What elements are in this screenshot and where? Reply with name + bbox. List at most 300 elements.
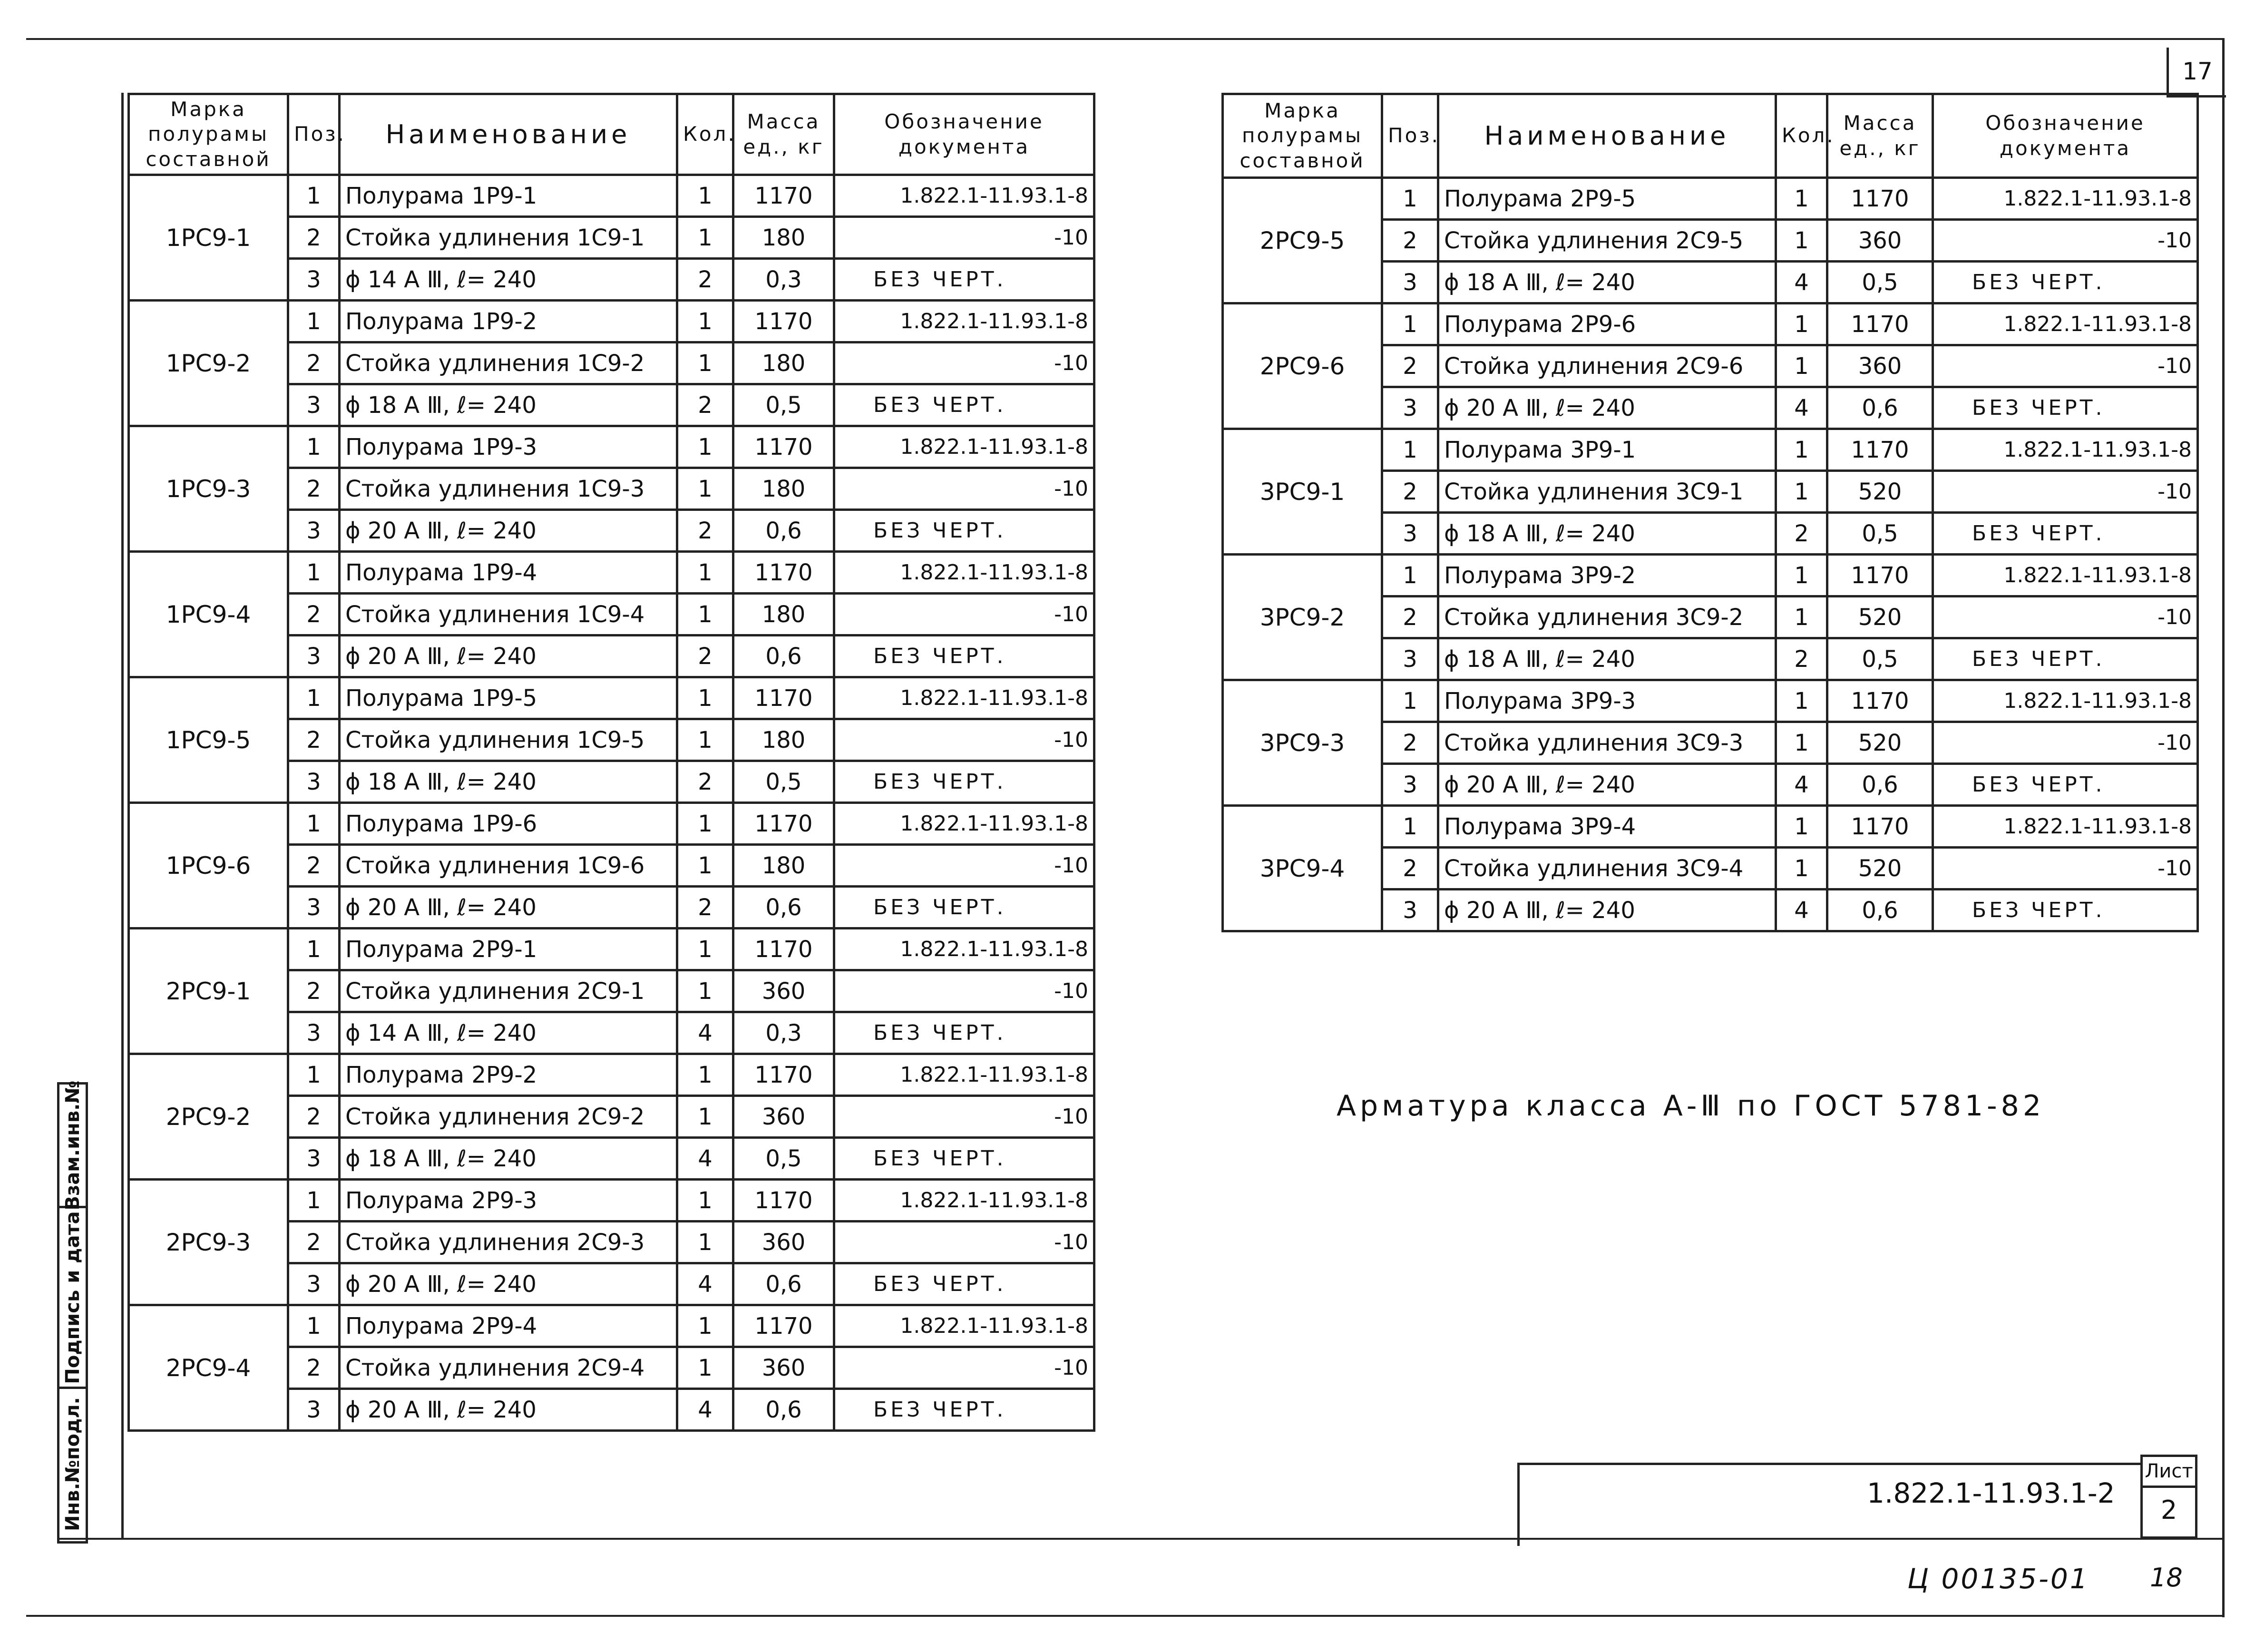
pos-cell: 3 <box>288 1263 340 1305</box>
qty-cell: 1 <box>677 1180 733 1222</box>
pos-cell: 2 <box>288 217 340 259</box>
pos-cell: 2 <box>288 845 340 887</box>
mass-cell: 1170 <box>733 803 834 845</box>
mass-cell: 1170 <box>733 929 834 970</box>
mass-cell: 1170 <box>733 426 834 468</box>
mass-cell: 0,6 <box>1827 387 1933 429</box>
doc-cell: БЕЗ ЧЕРТ. <box>834 887 1094 929</box>
pos-cell: 1 <box>288 929 340 970</box>
doc-cell: 1.822.1-11.93.1-8 <box>834 426 1094 468</box>
side-label-inv: Инв.№подл. <box>61 1397 84 1531</box>
name-cell: Полурама 2Р9-3 <box>340 1180 677 1222</box>
table-row <box>129 1054 1094 1096</box>
pos-cell: 1 <box>288 803 340 845</box>
doc-cell: 1.822.1-11.93.1-8 <box>834 1054 1094 1096</box>
doc-cell: -10 <box>1933 848 2198 890</box>
header-mass: Масса ед., кг <box>733 94 834 175</box>
name-cell: Стойка удлинения 2С9-3 <box>340 1222 677 1263</box>
doc-cell: -10 <box>1933 220 2198 262</box>
qty-cell: 1 <box>677 342 733 384</box>
name-cell: ϕ 14 А Ⅲ, ℓ= 240 <box>340 1012 677 1054</box>
pos-cell: 1 <box>1382 429 1438 471</box>
header-name: Наименование <box>340 94 677 175</box>
doc-cell: БЕЗ ЧЕРТ. <box>834 1138 1094 1180</box>
qty-cell: 2 <box>677 761 733 803</box>
mass-cell: 360 <box>733 1347 834 1389</box>
doc-cell: БЕЗ ЧЕРТ. <box>1933 890 2198 931</box>
table-row <box>1223 680 2198 722</box>
qty-cell: 1 <box>1776 429 1827 471</box>
pos-cell: 2 <box>1382 848 1438 890</box>
mass-cell: 0,5 <box>733 761 834 803</box>
name-cell: ϕ 18 А Ⅲ, ℓ= 240 <box>1438 638 1776 680</box>
name-cell: ϕ 18 А Ⅲ, ℓ= 240 <box>1438 262 1776 303</box>
pos-cell: 1 <box>288 1180 340 1222</box>
mass-cell: 0,5 <box>1827 262 1933 303</box>
qty-cell: 1 <box>1776 345 1827 387</box>
header-mark: Марка полурамы составной <box>129 94 288 175</box>
doc-cell: 1.822.1-11.93.1-8 <box>1933 680 2198 722</box>
mass-cell: 0,5 <box>1827 638 1933 680</box>
name-cell: Полурама 2Р9-5 <box>1438 178 1776 220</box>
mass-cell: 360 <box>733 1096 834 1138</box>
mark-cell: 1РС9-2 <box>129 301 288 426</box>
mass-cell: 1170 <box>1827 303 1933 345</box>
doc-cell: БЕЗ ЧЕРТ. <box>834 761 1094 803</box>
mass-cell: 1170 <box>733 1054 834 1096</box>
mark-cell: 2РС9-5 <box>1223 178 1382 303</box>
side-label-replace: Взам.инв.№ <box>61 1080 84 1210</box>
table-row <box>129 929 1094 970</box>
doc-cell: 1.822.1-11.93.1-8 <box>834 301 1094 342</box>
qty-cell: 1 <box>677 468 733 510</box>
doc-cell: БЕЗ ЧЕРТ. <box>1933 764 2198 806</box>
name-cell: ϕ 20 А Ⅲ, ℓ= 240 <box>340 1389 677 1431</box>
pos-cell: 3 <box>288 887 340 929</box>
pos-cell: 3 <box>1382 513 1438 555</box>
qty-cell: 1 <box>1776 848 1827 890</box>
name-cell: Полурама 2Р9-4 <box>340 1305 677 1347</box>
qty-cell: 1 <box>677 594 733 635</box>
mark-cell: 3РС9-2 <box>1223 555 1382 680</box>
qty-cell: 1 <box>677 845 733 887</box>
name-cell: ϕ 18 А Ⅲ, ℓ= 240 <box>340 384 677 426</box>
qty-cell: 2 <box>1776 513 1827 555</box>
doc-cell: 1.822.1-11.93.1-8 <box>834 1305 1094 1347</box>
name-cell: Стойка удлинения 1С9-4 <box>340 594 677 635</box>
spec-table-left <box>127 93 1095 1432</box>
qty-cell: 1 <box>1776 471 1827 513</box>
qty-cell: 2 <box>677 887 733 929</box>
doc-cell: 1.822.1-11.93.1-8 <box>834 552 1094 594</box>
doc-cell: -10 <box>834 1096 1094 1138</box>
pos-cell: 1 <box>288 1054 340 1096</box>
doc-cell: -10 <box>834 1347 1094 1389</box>
mass-cell: 1170 <box>733 677 834 719</box>
mass-cell: 1170 <box>733 1180 834 1222</box>
qty-cell: 1 <box>677 1347 733 1389</box>
pos-cell: 2 <box>1382 345 1438 387</box>
qty-cell: 1 <box>1776 680 1827 722</box>
mark-cell: 2РС9-6 <box>1223 303 1382 429</box>
mark-cell: 2РС9-4 <box>129 1305 288 1431</box>
table-row <box>129 1305 1094 1347</box>
doc-cell: БЕЗ ЧЕРТ. <box>834 1012 1094 1054</box>
mass-cell: 0,6 <box>733 1389 834 1431</box>
header-qty: Кол. <box>677 94 733 175</box>
name-cell: ϕ 20 А Ⅲ, ℓ= 240 <box>1438 890 1776 931</box>
pos-cell: 2 <box>288 1222 340 1263</box>
pos-cell: 2 <box>288 594 340 635</box>
mass-cell: 1170 <box>1827 178 1933 220</box>
sheet-number: 17 <box>2167 48 2226 98</box>
pos-cell: 3 <box>288 1138 340 1180</box>
doc-cell: БЕЗ ЧЕРТ. <box>834 635 1094 677</box>
name-cell: Стойка удлинения 3С9-3 <box>1438 722 1776 764</box>
name-cell: ϕ 20 А Ⅲ, ℓ= 240 <box>340 887 677 929</box>
right-border-line <box>2222 38 2225 1617</box>
qty-cell: 2 <box>1776 638 1827 680</box>
qty-cell: 1 <box>677 1222 733 1263</box>
reinforcement-note: Арматура класса А-Ⅲ по ГОСТ 5781-82 <box>1337 1089 2045 1123</box>
mass-cell: 1170 <box>733 175 834 217</box>
doc-cell: 1.822.1-11.93.1-8 <box>1933 555 2198 596</box>
mass-cell: 0,5 <box>733 384 834 426</box>
doc-cell: 1.822.1-11.93.1-8 <box>834 929 1094 970</box>
doc-cell: -10 <box>834 845 1094 887</box>
name-cell: ϕ 20 А Ⅲ, ℓ= 240 <box>340 1263 677 1305</box>
doc-cell: 1.822.1-11.93.1-8 <box>1933 303 2198 345</box>
header-doc: Обозначение документа <box>834 94 1094 175</box>
archive-number: Ц 00135-01 <box>1907 1563 2089 1595</box>
mass-cell: 360 <box>733 970 834 1012</box>
table-row <box>129 677 1094 719</box>
mass-cell: 1170 <box>1827 555 1933 596</box>
name-cell: Стойка удлинения 3С9-1 <box>1438 471 1776 513</box>
qty-cell: 4 <box>677 1389 733 1431</box>
doc-cell: БЕЗ ЧЕРТ. <box>834 1389 1094 1431</box>
pos-cell: 3 <box>1382 387 1438 429</box>
name-cell: ϕ 18 А Ⅲ, ℓ= 240 <box>340 761 677 803</box>
pos-cell: 3 <box>288 259 340 301</box>
doc-cell: -10 <box>834 342 1094 384</box>
pos-cell: 2 <box>288 1096 340 1138</box>
doc-cell: -10 <box>1933 722 2198 764</box>
pos-cell: 1 <box>1382 680 1438 722</box>
doc-cell: -10 <box>834 1222 1094 1263</box>
table-row <box>129 552 1094 594</box>
side-stamp-strip <box>57 1082 88 1544</box>
table-row <box>129 426 1094 468</box>
qty-cell: 1 <box>677 719 733 761</box>
qty-cell: 1 <box>677 301 733 342</box>
qty-cell: 2 <box>677 259 733 301</box>
qty-cell: 1 <box>1776 303 1827 345</box>
side-cell-inv <box>59 1389 86 1539</box>
name-cell: Стойка удлинения 1С9-3 <box>340 468 677 510</box>
qty-cell: 4 <box>1776 262 1827 303</box>
qty-cell: 1 <box>677 175 733 217</box>
qty-cell: 1 <box>677 929 733 970</box>
qty-cell: 1 <box>677 677 733 719</box>
doc-cell: -10 <box>834 217 1094 259</box>
mark-cell: 1РС9-6 <box>129 803 288 929</box>
name-cell: Полурама 2Р9-1 <box>340 929 677 970</box>
doc-cell: -10 <box>1933 471 2198 513</box>
doc-cell: БЕЗ ЧЕРТ. <box>1933 387 2198 429</box>
name-cell: Стойка удлинения 2С9-4 <box>340 1347 677 1389</box>
mass-cell: 1170 <box>733 301 834 342</box>
doc-cell: -10 <box>834 970 1094 1012</box>
name-cell: Стойка удлинения 2С9-5 <box>1438 220 1776 262</box>
header-pos: Поз. <box>1382 94 1438 178</box>
table-row <box>129 301 1094 342</box>
name-cell: Полурама 1Р9-2 <box>340 301 677 342</box>
name-cell: ϕ 20 А Ⅲ, ℓ= 240 <box>340 510 677 552</box>
doc-cell: БЕЗ ЧЕРТ. <box>1933 638 2198 680</box>
qty-cell: 1 <box>677 426 733 468</box>
mark-cell: 3РС9-4 <box>1223 806 1382 931</box>
pos-cell: 2 <box>288 468 340 510</box>
pos-cell: 3 <box>1382 764 1438 806</box>
name-cell: Полурама 1Р9-4 <box>340 552 677 594</box>
name-cell: ϕ 20 А Ⅲ, ℓ= 240 <box>340 635 677 677</box>
mass-cell: 1170 <box>1827 806 1933 848</box>
pos-cell: 1 <box>1382 555 1438 596</box>
mark-cell: 2РС9-2 <box>129 1054 288 1180</box>
qty-cell: 1 <box>677 1305 733 1347</box>
pos-cell: 1 <box>1382 178 1438 220</box>
mass-cell: 1170 <box>1827 429 1933 471</box>
qty-cell: 1 <box>1776 722 1827 764</box>
mark-cell: 2РС9-1 <box>129 929 288 1054</box>
name-cell: ϕ 14 А Ⅲ, ℓ= 240 <box>340 259 677 301</box>
table-row <box>1223 429 2198 471</box>
mass-cell: 180 <box>733 845 834 887</box>
mark-cell: 2РС9-3 <box>129 1180 288 1305</box>
side-cell-sign <box>59 1208 86 1389</box>
name-cell: Стойка удлинения 3С9-4 <box>1438 848 1776 890</box>
mass-cell: 520 <box>1827 722 1933 764</box>
pos-cell: 1 <box>288 552 340 594</box>
table-row <box>1223 555 2198 596</box>
doc-cell: БЕЗ ЧЕРТ. <box>834 259 1094 301</box>
doc-cell: 1.822.1-11.93.1-8 <box>1933 178 2198 220</box>
doc-cell: БЕЗ ЧЕРТ. <box>834 510 1094 552</box>
mass-cell: 0,6 <box>733 1263 834 1305</box>
pos-cell: 1 <box>288 677 340 719</box>
doc-cell: -10 <box>834 719 1094 761</box>
name-cell: Стойка удлинения 1С9-1 <box>340 217 677 259</box>
top-border-line <box>26 38 2224 40</box>
qty-cell: 2 <box>677 384 733 426</box>
doc-cell: 1.822.1-11.93.1-8 <box>834 1180 1094 1222</box>
qty-cell: 2 <box>677 510 733 552</box>
table-row <box>1223 178 2198 220</box>
sheet-label: Лист <box>2140 1455 2197 1488</box>
mass-cell: 0,6 <box>733 887 834 929</box>
side-label-sign: Подпись и дата <box>61 1211 84 1384</box>
name-cell: Стойка удлинения 2С9-1 <box>340 970 677 1012</box>
pos-cell: 2 <box>288 1347 340 1389</box>
doc-cell: 1.822.1-11.93.1-8 <box>1933 429 2198 471</box>
pos-cell: 2 <box>1382 220 1438 262</box>
doc-cell: 1.822.1-11.93.1-8 <box>834 175 1094 217</box>
mass-cell: 0,6 <box>733 510 834 552</box>
table-row <box>129 1180 1094 1222</box>
mass-cell: 1170 <box>733 552 834 594</box>
qty-cell: 4 <box>677 1138 733 1180</box>
qty-cell: 4 <box>677 1012 733 1054</box>
name-cell: Полурама 3Р9-1 <box>1438 429 1776 471</box>
mass-cell: 520 <box>1827 848 1933 890</box>
doc-cell: БЕЗ ЧЕРТ. <box>834 1263 1094 1305</box>
mass-cell: 180 <box>733 342 834 384</box>
name-cell: Полурама 2Р9-6 <box>1438 303 1776 345</box>
mass-cell: 180 <box>733 719 834 761</box>
mass-cell: 180 <box>733 217 834 259</box>
mass-cell: 180 <box>733 594 834 635</box>
name-cell: Полурама 3Р9-3 <box>1438 680 1776 722</box>
spec-table-right <box>1221 93 2199 932</box>
pos-cell: 3 <box>1382 890 1438 931</box>
qty-cell: 4 <box>1776 764 1827 806</box>
side-cell-replace <box>59 1080 86 1210</box>
mass-cell: 1170 <box>1827 680 1933 722</box>
name-cell: Полурама 3Р9-4 <box>1438 806 1776 848</box>
pos-cell: 1 <box>1382 806 1438 848</box>
document-code: 1.822.1-11.93.1-2 <box>1867 1477 2115 1509</box>
pos-cell: 2 <box>1382 722 1438 764</box>
qty-cell: 4 <box>677 1263 733 1305</box>
doc-cell: -10 <box>1933 345 2198 387</box>
name-cell: Стойка удлинения 2С9-2 <box>340 1096 677 1138</box>
pos-cell: 2 <box>288 970 340 1012</box>
pos-cell: 1 <box>1382 303 1438 345</box>
doc-cell: БЕЗ ЧЕРТ. <box>1933 513 2198 555</box>
name-cell: Полурама 1Р9-5 <box>340 677 677 719</box>
qty-cell: 1 <box>677 1054 733 1096</box>
sheet-number-stamp: 2 <box>2140 1484 2197 1539</box>
mass-cell: 520 <box>1827 596 1933 638</box>
qty-cell: 1 <box>677 803 733 845</box>
left-frame-line <box>121 93 124 1539</box>
doc-cell: -10 <box>834 594 1094 635</box>
qty-cell: 1 <box>1776 596 1827 638</box>
pos-cell: 1 <box>288 426 340 468</box>
mass-cell: 0,5 <box>1827 513 1933 555</box>
qty-cell: 1 <box>677 1096 733 1138</box>
bottom-border-line <box>26 1615 2224 1617</box>
mass-cell: 0,3 <box>733 259 834 301</box>
pos-cell: 3 <box>288 1012 340 1054</box>
mark-cell: 1РС9-5 <box>129 677 288 803</box>
mass-cell: 0,6 <box>1827 764 1933 806</box>
pos-cell: 3 <box>288 510 340 552</box>
doc-cell: БЕЗ ЧЕРТ. <box>1933 262 2198 303</box>
name-cell: Полурама 3Р9-2 <box>1438 555 1776 596</box>
mark-cell: 3РС9-3 <box>1223 680 1382 806</box>
mass-cell: 0,6 <box>1827 890 1933 931</box>
name-cell: Стойка удлинения 1С9-5 <box>340 719 677 761</box>
qty-cell: 1 <box>1776 555 1827 596</box>
qty-cell: 4 <box>1776 890 1827 931</box>
qty-cell: 1 <box>1776 178 1827 220</box>
name-cell: Полурама 1Р9-1 <box>340 175 677 217</box>
header-qty: Кол. <box>1776 94 1827 178</box>
doc-cell: 1.822.1-11.93.1-8 <box>1933 806 2198 848</box>
name-cell: ϕ 20 А Ⅲ, ℓ= 240 <box>1438 387 1776 429</box>
qty-cell: 1 <box>1776 806 1827 848</box>
name-cell: ϕ 20 А Ⅲ, ℓ= 240 <box>1438 764 1776 806</box>
table-row <box>129 175 1094 217</box>
name-cell: Стойка удлинения 3С9-2 <box>1438 596 1776 638</box>
mass-cell: 520 <box>1827 471 1933 513</box>
mark-cell: 3РС9-1 <box>1223 429 1382 555</box>
name-cell: ϕ 18 А Ⅲ, ℓ= 240 <box>1438 513 1776 555</box>
pos-cell: 3 <box>1382 262 1438 303</box>
doc-cell: БЕЗ ЧЕРТ. <box>834 384 1094 426</box>
name-cell: Стойка удлинения 1С9-6 <box>340 845 677 887</box>
pos-cell: 2 <box>288 719 340 761</box>
pos-cell: 1 <box>288 175 340 217</box>
name-cell: Полурама 2Р9-2 <box>340 1054 677 1096</box>
header-name: Наименование <box>1438 94 1776 178</box>
table-row <box>1223 303 2198 345</box>
pos-cell: 2 <box>288 342 340 384</box>
mass-cell: 0,3 <box>733 1012 834 1054</box>
mass-cell: 0,5 <box>733 1138 834 1180</box>
header-pos: Поз. <box>288 94 340 175</box>
page-number: 18 <box>2150 1563 2183 1593</box>
table-row <box>1223 806 2198 848</box>
mark-cell: 1РС9-3 <box>129 426 288 552</box>
qty-cell: 4 <box>1776 387 1827 429</box>
pos-cell: 3 <box>288 761 340 803</box>
pos-cell: 3 <box>288 635 340 677</box>
table-row <box>129 803 1094 845</box>
mass-cell: 1170 <box>733 1305 834 1347</box>
pos-cell: 3 <box>288 384 340 426</box>
doc-cell: -10 <box>1933 596 2198 638</box>
qty-cell: 1 <box>677 970 733 1012</box>
mark-cell: 1РС9-4 <box>129 552 288 677</box>
pos-cell: 2 <box>1382 596 1438 638</box>
pos-cell: 3 <box>288 1389 340 1431</box>
header-mass: Масса ед., кг <box>1827 94 1933 178</box>
qty-cell: 1 <box>1776 220 1827 262</box>
doc-cell: 1.822.1-11.93.1-8 <box>834 803 1094 845</box>
pos-cell: 3 <box>1382 638 1438 680</box>
name-cell: Стойка удлинения 2С9-6 <box>1438 345 1776 387</box>
qty-cell: 1 <box>677 217 733 259</box>
name-cell: Полурама 1Р9-6 <box>340 803 677 845</box>
pos-cell: 2 <box>1382 471 1438 513</box>
pos-cell: 1 <box>288 301 340 342</box>
name-cell: Стойка удлинения 1С9-2 <box>340 342 677 384</box>
pos-cell: 1 <box>288 1305 340 1347</box>
mass-cell: 360 <box>1827 345 1933 387</box>
mark-cell: 1РС9-1 <box>129 175 288 301</box>
header-doc: Обозначение документа <box>1933 94 2198 178</box>
mass-cell: 360 <box>1827 220 1933 262</box>
qty-cell: 2 <box>677 635 733 677</box>
mass-cell: 180 <box>733 468 834 510</box>
mass-cell: 0,6 <box>733 635 834 677</box>
doc-cell: -10 <box>834 468 1094 510</box>
doc-cell: 1.822.1-11.93.1-8 <box>834 677 1094 719</box>
name-cell: Полурама 1Р9-3 <box>340 426 677 468</box>
